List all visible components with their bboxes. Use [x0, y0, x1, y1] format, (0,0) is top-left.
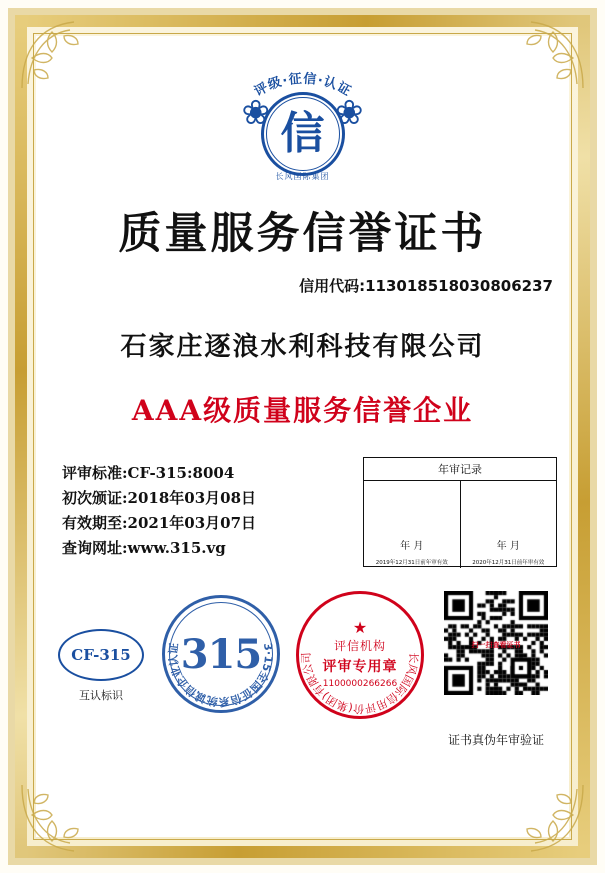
red-review-seal	[296, 591, 424, 719]
blue-seal-arc-label: 3·15全国征信系统诚信企业认证	[166, 641, 276, 709]
qr-caption: 证书真伪年审验证	[447, 733, 544, 747]
annual-review-cells	[364, 481, 556, 568]
qr-code[interactable]	[444, 591, 548, 695]
emblem-center-char: 信	[280, 108, 325, 159]
blue-seal-center: 315	[180, 630, 262, 678]
credit-code-value: 113018518030806237	[365, 277, 553, 295]
emblem-arc-label: 评级·征信·认证	[251, 71, 354, 100]
qr-overlay-text: 扫一扫查看证书	[471, 641, 521, 650]
certifier-emblem	[228, 66, 378, 184]
red-seal-arc-label: 长风国际信用评价(集团)有限公司	[299, 651, 421, 716]
credit-code-label: 信用代码:	[299, 277, 366, 295]
star-icon: ★	[352, 620, 368, 637]
cf-oval-label: CF-315	[58, 629, 144, 681]
award-line: AAA级质量服务信誉企业	[131, 394, 474, 427]
annual-review-note: 2020年12月31日前年审有效	[472, 560, 545, 566]
annual-review-title: 年审记录	[364, 458, 556, 481]
mutual-recognition-mark	[58, 629, 144, 702]
cf-oval-caption: 互认标识	[79, 689, 123, 702]
list-item: 查询网址:www.315.vg	[62, 539, 226, 557]
company-name: 石家庄逐浪水利科技有限公司	[120, 332, 485, 362]
credit-code	[44, 275, 561, 296]
list-item: 初次颁证:2018年03月08日	[62, 489, 257, 507]
list-item: 有效期至:2021年03月07日	[62, 514, 257, 532]
annual-review-box	[363, 457, 557, 567]
annual-review-date: 年 月	[496, 541, 520, 552]
info-list	[62, 461, 256, 561]
emblem-subtext: 长风国际集团	[275, 172, 330, 181]
annual-review-cell	[460, 481, 557, 568]
list-item: 评审标准:CF-315:8004	[62, 464, 235, 482]
wheat-ear-icon: ❀	[335, 94, 364, 132]
annual-review-date: 年 月	[400, 541, 424, 552]
page-title: 质量服务信誉证书	[118, 209, 487, 259]
qr-section	[437, 591, 555, 748]
seals-section	[44, 587, 561, 747]
wheat-ear-icon: ❀	[241, 94, 270, 132]
red-seal-line2: 评审专用章	[322, 659, 398, 675]
details-section	[44, 457, 561, 577]
annual-review-cell	[364, 481, 460, 568]
red-seal-line3: 1100000266266	[322, 679, 398, 689]
red-seal-line1: 评信机构	[333, 639, 386, 653]
red-seal-inner-text	[318, 637, 402, 689]
blue-315-seal	[162, 595, 280, 713]
certificate-content	[44, 44, 561, 829]
annual-review-note: 2019年12月31日前年审有效	[375, 560, 448, 566]
